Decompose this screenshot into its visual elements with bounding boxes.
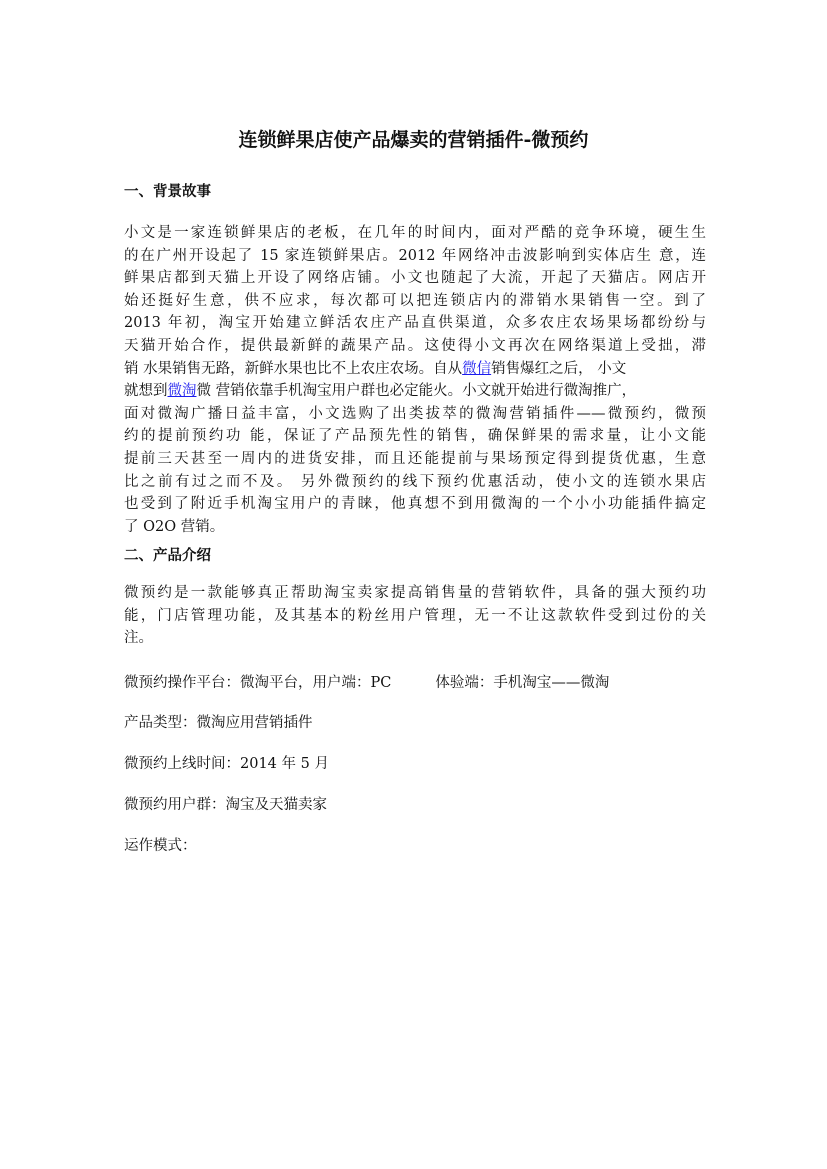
- platform-line: [124, 673, 609, 693]
- paragraph-line: [124, 358, 706, 381]
- weixin-link[interactable]: 微信: [462, 360, 492, 377]
- paragraph-line: 提前三天甚至一周内的进货安排，而且还能提前与果场预定得到提货优惠，生意: [124, 450, 706, 467]
- launch-date-line: 微预约上线时间：2014 年 5 月: [124, 756, 329, 772]
- section-heading-background: 一、背景故事: [124, 183, 211, 200]
- paragraph-line: 也受到了附近手机淘宝用户的青睐，他真想不到用微淘的一个小小功能插件搞定: [124, 496, 706, 513]
- paragraph-line: 微预约是一款能够真正帮助淘宝卖家提高销售量的营销软件，具备的强大预约功: [124, 585, 706, 601]
- paragraph-text: 销 水果销售无路，新鲜水果也比不上农庄农场。自从: [124, 360, 463, 377]
- paragraph-line: 约的提前预约功 能，保证了产品预先性的销售，确保鲜果的需求量，让小文能: [124, 428, 706, 445]
- paragraph-line: 天猫开始合作，提供最新鲜的蔬果产品。这使得小文再次在网络渠道上受拙，滞: [124, 337, 706, 354]
- paragraph-line: 了 O2O 营销。: [124, 518, 225, 535]
- section-heading-product: 二、产品介绍: [124, 547, 211, 564]
- product-type-line: 产品类型：微淘应用营销插件: [124, 715, 313, 731]
- paragraph-text: 销售爆红之后， 小文: [491, 360, 627, 377]
- paragraph-line: 能，门店管理功能，及其基本的粉丝用户管理，无一不让这款软件受到过份的关: [124, 607, 706, 624]
- background-story-paragraph: [124, 222, 706, 538]
- paragraph-line: 始还挺好生意，供不应求，每次都可以把连锁店内的滞销水果销售一空。到了: [124, 292, 706, 309]
- paragraph-line: 鲜果店都到天猫上开设了网络店铺。小文也随起了大流，开起了天猫店。网店开: [124, 270, 706, 287]
- product-intro-paragraph: [124, 582, 706, 650]
- paragraph-line: [124, 380, 706, 403]
- document-title: 连锁鲜果店使产品爆卖的营销插件-微预约: [238, 129, 589, 151]
- experience-text: 体验端：手机淘宝——微淘: [435, 675, 610, 691]
- paragraph-line: 比之前有过之而不及。 另外微预约的线下预约优惠活动，使小文的连锁水果店: [124, 473, 706, 490]
- platform-text: 微预约操作平台：微淘平台，用户端：PC: [124, 675, 392, 691]
- paragraph-text: 就想到: [124, 383, 168, 400]
- paragraph-text: 微 营销依靠手机淘宝用户群也必定能火。小文就开始进行微淘推广，: [196, 383, 637, 400]
- paragraph-line: 的在广州开设起了 15 家连锁鲜果店。2012 年网络冲击波影响到实体店生 意，连: [124, 247, 706, 264]
- weitao-link[interactable]: 微淘: [167, 383, 197, 400]
- paragraph-line: 2013 年初，淘宝开始建立鲜活农庄产品直供渠道，众多农庄农场果场都纷纷与: [124, 315, 706, 332]
- paragraph-line: 注。: [124, 630, 153, 647]
- paragraph-line: 面对微淘广播日益丰富，小文选购了出类拔萃的微淘营销插件——微预约，微预: [124, 405, 706, 422]
- operation-mode-line: 运作模式：: [124, 838, 197, 854]
- paragraph-line: 小文是一家连锁鲜果店的老板，在几年的时间内，面对严酷的竞争环境，硬生生: [124, 225, 706, 241]
- user-group-line: 微预约用户群：淘宝及天猫卖家: [124, 797, 327, 813]
